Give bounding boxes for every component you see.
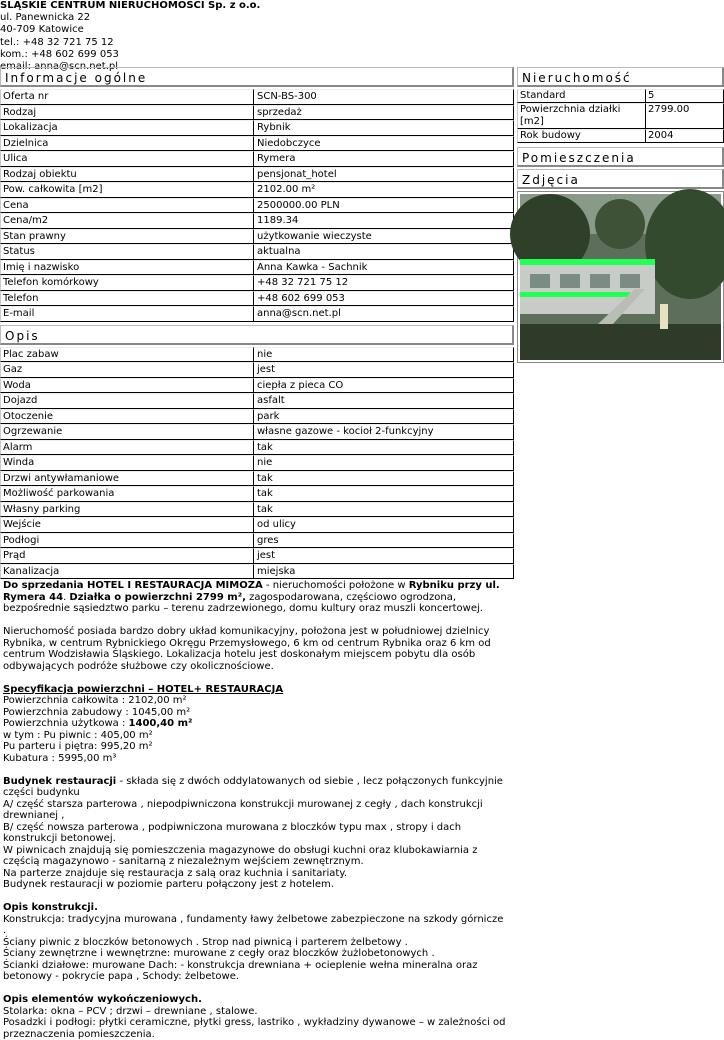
bud-line: W piwnicach znajdują się pomieszczenia magazynowe do obsługi kuchni oraz klubokawiarnia z częścią magazynowo - sanitarną z niezależnym wejściem zewnętrznym. [3,844,478,867]
general-label: Cena [0,198,254,214]
general-row [0,182,514,198]
general-value: 2500000.00 PLN [254,198,514,214]
section-title-opis: Opis [0,325,514,345]
opis-value: nie [254,455,514,471]
general-row [0,167,514,183]
opis-row [0,409,514,425]
opis-value: miejska [254,564,514,580]
nieruchomosc-value: 2004 [646,129,724,143]
general-label: Pow. całkowita [m2] [0,182,254,198]
nieruchomosc-label: Powierzchnia działki [m2] [517,103,646,129]
opis-row [0,533,514,549]
general-value: 2102.00 m² [254,182,514,198]
spec-title: Specyfikacja powierzchni – HOTEL+ RESTAURACJA [3,683,284,695]
opis-table [0,347,514,580]
opis-row [0,347,514,363]
bud-line: B/ część nowsza parterowa , podpiwniczona murowana z bloczków typu max , stropy i dach konstrukcji betonowej. [3,821,462,844]
spec-line: Kubatura : 5995,00 m³ [3,752,117,764]
opis-value: od ulicy [254,517,514,533]
general-row [0,151,514,167]
nieruchomosc-row [517,103,724,129]
general-value: 1189.34 [254,213,514,229]
general-value: anna@scn.net.pl [254,306,514,322]
opis-label: Ogrzewanie [0,424,254,440]
bud-paragraph: Budynek restauracji - składa się z dwóch oddylatowanych od siebie , lecz połączonych funkcyjnie części budynku [3,775,503,798]
spec-line: w tym : Pu piwnic : 405,00 m² [3,729,153,741]
general-value: użytkowanie wieczyste [254,229,514,245]
general-value: sprzedaż [254,105,514,121]
nieruchomosc-row [517,89,724,103]
company-kom: kom.: +48 602 699 053 [0,48,119,60]
right-column [517,67,724,363]
opis-row [0,440,514,456]
opis-row [0,378,514,394]
opis-value: asfalt [254,393,514,409]
section-title-pomieszczenia: Pomieszczenia [517,147,724,167]
nieruchomosc-value: 2799.00 [646,103,724,129]
opis-label: Możliwość parkowania [0,486,254,502]
opis-row [0,517,514,533]
desc-text: - nieruchomości położone w [262,580,409,591]
opis-label: Plac zabaw [0,347,254,363]
desc-text: zagospodarowana, częściowo ogrodzona, bezpośrednie sąsiedztwo parku – terenu zadrzewionego, domu kultury oraz muszli koncertowej. [3,591,483,614]
general-label: Imię i nazwisko [0,260,254,276]
desc-bold-title: Do sprzedania HOTEL I RESTAURACJA MIMOZA [3,580,263,591]
desc-bold-plot: Działka o powierzchni 2799 m², [69,591,246,603]
nieruchomosc-label: Standard [517,89,646,103]
spec-line: Powierzchnia zabudowy : 1045,00 m² [3,706,191,718]
opis-value: tak [254,440,514,456]
general-label: Rodzaj obiektu [0,167,254,183]
bud-line: Na parterze znajduje się restauracja z salą oraz kuchnia i sanitariaty. [3,867,347,879]
general-value: Niedobczyce [254,136,514,152]
general-label: Cena/m2 [0,213,254,229]
opis-label: Gaz [0,362,254,378]
opis-value: park [254,409,514,425]
opis-value: jest [254,362,514,378]
company-header [0,0,514,73]
general-table [0,89,514,322]
section-title-zdjecia: Zdjęcia [517,169,724,189]
general-row [0,198,514,214]
general-row [0,229,514,245]
kon-title: Opis konstrukcji. [3,902,98,913]
opis-row [0,362,514,378]
general-label: Telefon [0,291,254,307]
general-label: Telefon komórkowy [0,275,254,291]
general-value: aktualna [254,244,514,260]
bud-line: A/ część starsza parterowa , niepodpiwniczona konstrukcji murowanej z cegły , dach konstrukcji drewnianej , [3,798,483,821]
general-row [0,306,514,322]
photo-frame [517,191,724,363]
wyk-line: Stolarka: okna – PCV ; drzwi – drewniane , stalowe. [3,1005,258,1017]
nieruchomosc-value: 5 [646,89,724,103]
general-row [0,120,514,136]
opis-label: Otoczenie [0,409,254,425]
general-row [0,136,514,152]
general-label: Lokalizacja [0,120,254,136]
desc-paragraph-1 [3,580,509,615]
opis-value: jest [254,548,514,564]
general-row [0,275,514,291]
opis-row [0,564,514,580]
general-row [0,260,514,276]
kon-line: Ścianki działowe: murowane Dach: - konstrukcja drewniana + ocieplenie wełna mineralna oraz betonowy - pokrycie papa , Schody: żelbetowe. [3,959,478,982]
company-street: ul. Panewnicka 22 [0,12,91,24]
general-label: E-mail [0,306,254,322]
general-label: Status [0,244,254,260]
opis-value: tak [254,502,514,518]
opis-row [0,424,514,440]
opis-row [0,548,514,564]
kon-line: Ściany piwnic z bloczków betonowych . Strop nad piwnicą i parterem żelbetowy . [3,936,408,948]
general-value: +48 32 721 75 12 [254,275,514,291]
wyk-title: Opis elementów wykończeniowych. [3,994,202,1005]
nieruchomosc-row [517,129,724,143]
general-value: SCN-BS-300 [254,89,514,105]
general-label: Dzielnica [0,136,254,152]
left-column [0,67,514,579]
desc-bold-address: Rybniku przy ul. Rymera 44 [3,580,500,603]
opis-label: Własny parking [0,502,254,518]
nieruchomosc-table [517,89,724,143]
general-label: Rodzaj [0,105,254,121]
opis-value: ciepła z pieca CO [254,378,514,394]
general-row [0,244,514,260]
desc-paragraph-2: Nieruchomość posiada bardzo dobry układ komunikacyjny, położona jest w południowej dzielnicy Rybnika, w centrum Rybnickiego Okręgu Przemysłowego, 6 km od centrum Rybnika oraz 6 km od centrum Wodzisławia Śląskiego. Lokalizacja hotelu jest doskonałym miejscem pobytu dla osób odbywających podróże służbowe czy okolicznościowe. [3,626,491,672]
kon-line: Konstrukcja: tradycyjna murowana , fundamenty ławy żelbetowe zabezpieczone na szkody górnicze . [3,913,504,936]
nieruchomosc-label: Rok budowy [517,129,646,143]
opis-row [0,471,514,487]
section-title-general: Informacje ogólne [0,67,514,87]
bud-line: Budynek restauracji w poziomie parteru połączony jest z hotelem. [3,879,334,890]
general-label: Oferta nr [0,89,254,105]
opis-value: własne gazowe - kocioł 2-funkcyjny [254,424,514,440]
opis-row [0,393,514,409]
company-tel: tel.: +48 32 721 75 12 [0,36,114,48]
spec-line: Pu parteru i piętra: 995,20 m² [3,741,153,752]
section-title-nieruchomosc: Nieruchomość [517,67,724,87]
opis-value: gres [254,533,514,549]
opis-value: tak [254,471,514,487]
opis-row [0,502,514,518]
hotel-photo-illustration [520,194,721,360]
opis-label: Drzwi antywłamaniowe [0,471,254,487]
opis-value: tak [254,486,514,502]
company-email: email: anna@scn.net.pl [0,61,118,73]
general-row [0,291,514,307]
general-row [0,89,514,105]
general-row [0,213,514,229]
general-value: pensjonat_hotel [254,167,514,183]
general-value: +48 602 699 053 [254,291,514,307]
hotel-photo[interactable] [520,194,721,360]
opis-label: Prąd [0,548,254,564]
general-value: Rybnik [254,120,514,136]
company-city: 40-709 Katowice [0,24,84,36]
kon-line: Ściany zewnętrzne i wewnętrzne: murowane z cegły oraz bloczków żużlobetonowych . [3,948,435,959]
general-value: Rymera [254,151,514,167]
opis-value: nie [254,347,514,363]
opis-label: Alarm [0,440,254,456]
description [3,580,509,1040]
opis-label: Woda [0,378,254,394]
opis-row [0,455,514,471]
general-label: Stan prawny [0,229,254,245]
opis-label: Winda [0,455,254,471]
company-name: ŚLĄSKIE CENTRUM NIERUCHOMOŚCI Sp. z o.o. [0,0,261,11]
spec-line: Powierzchnia całkowita : 2102,00 m² [3,695,187,706]
general-label: Ulica [0,151,254,167]
opis-row [0,486,514,502]
desc-text: . [63,591,70,603]
general-value: Anna Kawka - Sachnik [254,260,514,276]
wyk-line: Posadzki i podłogi: płytki ceramiczne, płytki gress, lastriko , wykładziny dywanowe – w zależności od przeznaczenia pomieszczenia. [3,1017,506,1040]
general-row [0,105,514,121]
opis-label: Wejście [0,517,254,533]
opis-label: Dojazd [0,393,254,409]
opis-label: Podłogi [0,533,254,549]
opis-label: Kanalizacja [0,564,254,580]
spec-line: Powierzchnia użytkowa : 1400,40 m² [3,718,193,729]
